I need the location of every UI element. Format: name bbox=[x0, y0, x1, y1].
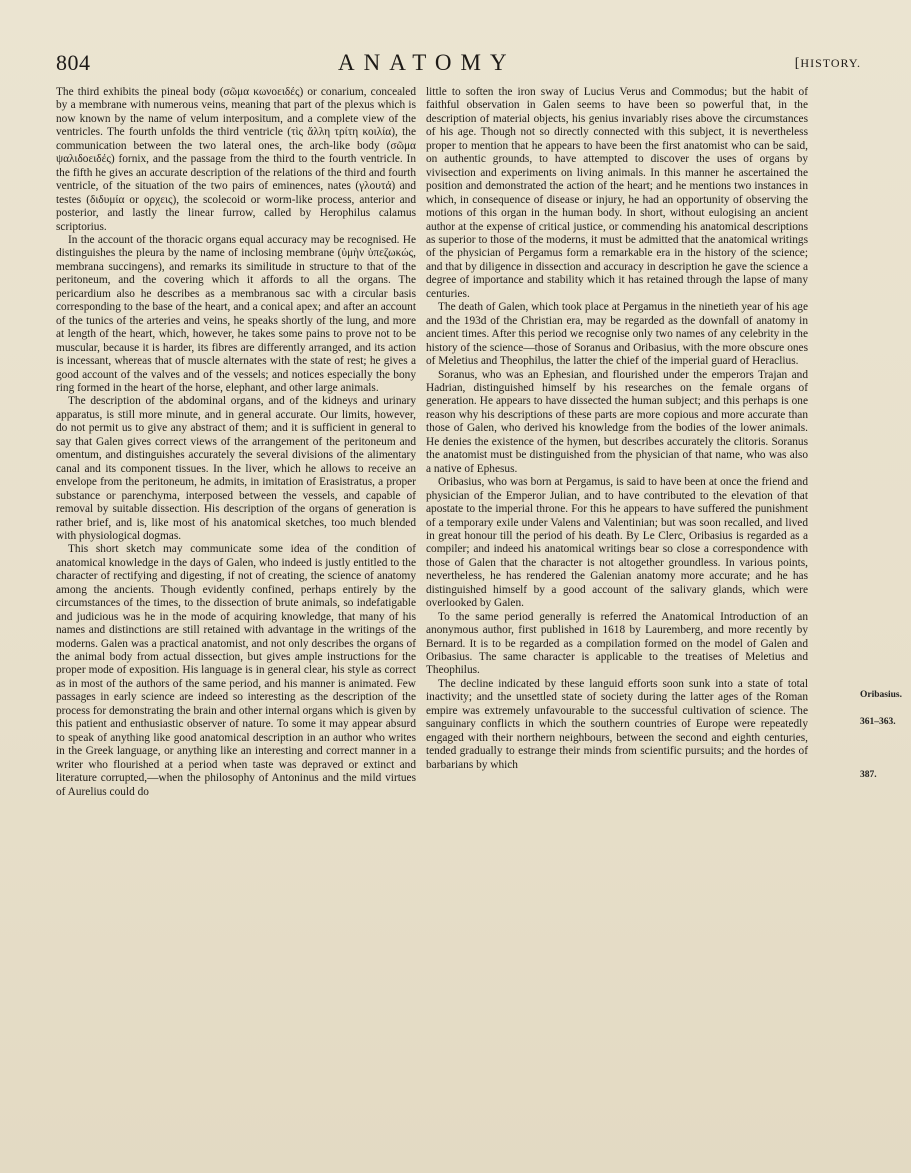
paragraph: The decline indicated by these languid efforts soon sunk into a state of total inactivity; and the unsettled state of society during the latter ages of the Roman empire was extremely unfavourable to the successful cultivation of science. The sanguinary conflicts in which the southern countries of Europe were repeatedly engaged with their northern neighbours, between the second and eighth centuries, tended gradually to estrange their minds from scientific pursuits; and the hordes of barbarians by which bbox=[426, 677, 808, 771]
paragraph: Oribasius, who was born at Pergamus, is said to have been at once the friend and physician of the Emperor Julian, and to have contributed to the elevation of that apostate to the imperial throne. For this he appears to have suffered the punishment of a temporary exile under Valens and Valentinian; but was soon recalled, and lived in great honour till the period of his death. By Le Clerc, Oribasius is regarded as a compiler; and indeed his anatomical writings bear so close a correspondence with those of Galen that the character is not altogether groundless. In various points, nevertheless, he has rendered the Galenian anatomy more accurate; and he has distinguished himself by a good account of the salivary glands, which were overlooked by Galen. bbox=[426, 476, 808, 610]
page-header bbox=[56, 50, 861, 80]
paragraph: This short sketch may communicate some idea of the condition of anatomical knowledge in the days of Galen, who indeed is justly entitled to the character of rectifying and digesting, if not of creating, the science of anatomy among the ancients. Though evidently confined, perhaps entirely by the circumstances of the times, to the dissection of brute animals, so indefatigable and judicious was he in the mode of acquiring knowledge, that many of his names and distinctions are still retained with advantage in the writings of the moderns. Galen was a practical anatomist, and not only describes the organs of the animal body from actual dissection, but gives ample instructions for the proper mode of exposition. His language is in general clear, his style as correct as in most of the authors of the same period, and his manner is animated. Few passages in early science are indeed so interesting as the description of the process for demonstrating the brain and other internal organs which is given by this patient and enthusiastic observer of nature. To some it may appear absurd to speak of anything like good anatomical description in an author who writes in the Greek language, or anything like an interesting and correct manner in a writer who flourished at a period when taste was depraved or extinct and literature corrupted,—when the philosophy of Antoninus and the mild virtues of Aurelius could do bbox=[56, 543, 416, 798]
running-title: ANATOMY bbox=[338, 50, 516, 75]
right-column bbox=[426, 86, 808, 772]
paragraph: In the account of the thoracic organs equal accuracy may be recognised. He distinguishes the pleura by the name of inclosing membrane (ὑμὴν ὑπεζωκώς, membrana succingens), and remarks its similitude in structure to that of the peritoneum, and the covering which it affords to all the organs. The pericardium also he describes as a membranous sac with a circular basis corresponding to the base of the heart, and a conical apex; and after an account of the tunics of the arteries and veins, he speaks shortly of the lung, and more at length of the heart, which, however, he takes some pains to prove not to be muscular, because it is harder, its fibres are differently arranged, and its action is incessant, whereas that of muscle alternates with the state of rest; he gives a good account of the valves and of the vessels; and notices especially the bony ring formed in the heart of the horse, elephant, and other large animals. bbox=[56, 233, 416, 394]
paragraph: little to soften the iron sway of Lucius Verus and Commodus; but the habit of faithful observation in Galen seems to have been so powerful that, in the description of material objects, his genius invariably rises above the circumstances of his age. Though not so directly connected with this subject, it is nevertheless proper to mention that he appears to have been the first anatomist who can be said, on authentic grounds, to have attempted to discover the uses of organs by vivisection and experiments on living animals. In this manner he ascertained the position and demonstrated the action of the heart; and he mentions two instances in which, in consequence of disease or injury, he had an opportunity of observing the motions of this organ in the human body. In short, without eulogising an ancient author at the expense of critical justice, or commending his anatomical descriptions as superior to those of the moderns, it must be admitted that the anatomical writings of the physician of Pergamus form a remarkable era in the history of the science; and that by diligence in dissection and accuracy in description he gave the science a degree of importance and stability which it has retained through the lapse of many centuries. bbox=[426, 86, 808, 300]
section-label: [ HISTORY. bbox=[795, 56, 861, 72]
margin-note-dates: 361–363. bbox=[860, 717, 896, 727]
margin-note-oribasius: Oribasius. bbox=[860, 690, 902, 700]
paragraph: The death of Galen, which took place at Pergamus in the ninetieth year of his age and the 193d of the Christian era, may be regarded as the downfall of anatomy in ancient times. After this period we recognise only two names of any celebrity in the history of the science—those of Soranus and Oribasius, with the more obscure ones of Meletius and Theophilus, the latter the chief of the imperial guard of Heraclius. bbox=[426, 301, 808, 368]
margin-note-year: 387. bbox=[860, 770, 877, 780]
paragraph: The description of the abdominal organs, and of the kidneys and urinary apparatus, is still more minute, and in general accurate. Our limits, however, do not permit us to give any abstract of them; and it is sufficient in general to say that Galen gives correct views of the arrangement of the peritoneum and omentum, and distinguishes accurately the several divisions of the alimentary canal and its component tissues. In the liver, which he allows to receive an envelope from the peritoneum, he admits, in imitation of Erasistratus, a proper substance or parenchyma, interposed between the vessels, and capable of removal by suitable dissection. His description of the organs of generation is rather brief, and is, like most of his anatomical sketches, too much blended with physiological dogmas. bbox=[56, 395, 416, 542]
page-number: 804 bbox=[56, 50, 91, 75]
paragraph: Soranus, who was an Ephesian, and flourished under the emperors Trajan and Hadrian, distinguished himself by his researches on the female organs of generation. He appears to have dissected the human subject; and this perhaps is one reason why his descriptions of these parts are more copious and more accurate than those of Galen, who derived his knowledge from the bodies of the lower animals. He denies the existence of the hymen, but describes accurately the clitoris. Soranus the anatomist must be distinguished from the physician of that name, who was also a native of Ephesus. bbox=[426, 368, 808, 475]
paragraph: To the same period generally is referred the Anatomical Introduction of an anonymous author, first published in 1618 by Lauremberg, and more recently by Bernard. It is to be regarded as a compilation formed on the model of Galen and Oribasius. The same character is applicable to the treatises of Meletius and Theophilus. bbox=[426, 610, 808, 677]
left-column bbox=[56, 86, 416, 799]
paragraph: The third exhibits the pineal body (σῶμα κωνοειδές) or conarium, concealed by a membrane with numerous veins, meaning that part of the plexus which is now known by the name of velum interpositum, and a complete view of the ventricles. The fourth unfolds the third ventricle (τὶς ἄλλη τρίτη κοιλία), the communication between the two lateral ones, the arch-like body (σῶμα ψαλιδοειδές) fornix, and the passage from the third to the fourth ventricle. In the fifth he gives an accurate description of the relations of the third and fourth ventricle, of the situation of the two pairs of eminences, nates (γλουτά) and testes (διδυμία or ορχεις), the scolecoid or worm-like process, anterior and posterior, and lastly the linear furrow, called by Herophilus calamus scriptorius. bbox=[56, 86, 416, 233]
